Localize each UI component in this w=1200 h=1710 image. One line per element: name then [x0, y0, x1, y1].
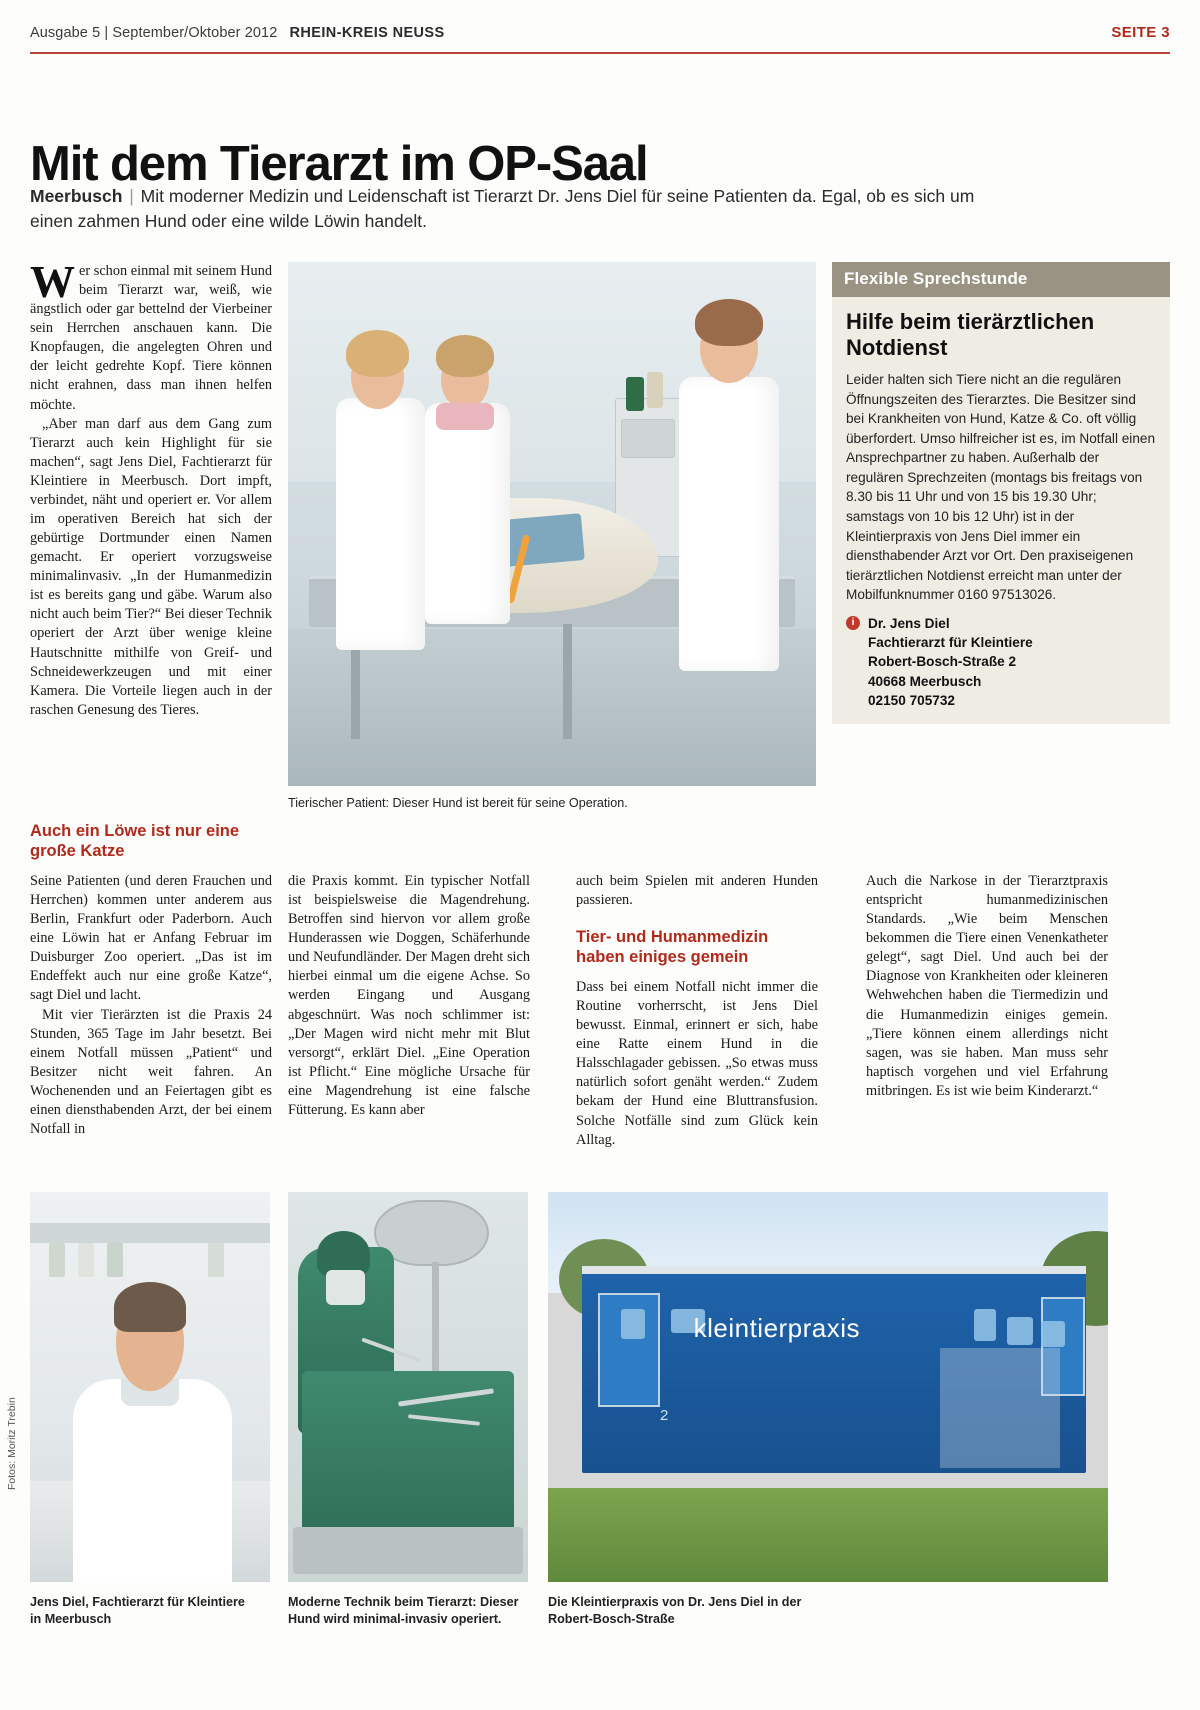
info-icon: i — [846, 616, 860, 630]
masthead-left — [30, 25, 445, 41]
article-lead-column — [30, 257, 272, 720]
col2-paragraph-1: die Praxis kommt. Ein typischer Notfall ist beispielsweise die Magendrehung. Betroffen sind hiervon vor allem große Hunderassen wie Doggen, Schäferhunde und Neufundländer. Der Magen dreht sich hierbei einmal um die eigene Achse. So werden Eingang und Ausgang abgeschnürt. Was noch schlimmer ist: „Der Magen wird nicht mehr mit Blut versorgt“, erklärt Diel. „Eine Operation ist Pflicht.“ Eine mögliche Ursache für eine Magendrehung ist eine falsche Fütterung. Es kann aber — [288, 873, 530, 1118]
photo-operating-room-artwork — [288, 262, 816, 786]
lead-paragraph-2: „Aber man darf aus dem Gang zum Tierarzt auch kein Highlight für sie machen“, sagt Jens Diel, Fachtierarzt für Kleintiere in Meerbusch. Dort impft, verbindet, näht und operiert er. Vor allem im operativen Bereich hat sich der gebürtige Dortmunder einen Namen gemacht. Er operiert vorzugsweise minimalinvasiv. „In der Humanmedizin ist es bereits gang und gäbe. Warum also nicht auch beim Tier?“ Bei dieser Technik operiert der Arzt über wenige kleine Hautschnitte mithilfe von Greif- und Schneidewerkzeugen und mit einer Kamera. Die Vorteile liegen auch in der raschen Genesung des Tieres. — [30, 415, 272, 718]
sidebar-contact — [846, 614, 1156, 710]
photo-portrait-jens-diel — [30, 1192, 270, 1582]
photo-surgery-artwork — [288, 1192, 528, 1582]
caption-surgery-rest: Hund wird minimal-invasiv operiert. — [288, 1611, 502, 1626]
photo-operating-room — [288, 262, 816, 786]
sidebar-body — [832, 297, 1170, 724]
region-name: RHEIN-KREIS NEUSS — [289, 25, 445, 41]
contact-city: 40668 Meerbusch — [868, 673, 982, 689]
standfirst-text: Mit moderner Medizin und Leidenschaft ist Tierarzt Dr. Jens Diel für seine Patienten da. Egal, ob es sich um einen zahmen Hund oder eine wilde Löwin handelt. — [30, 186, 975, 231]
subhead-loewe: Auch ein Löwe ist nur eine große Katze — [30, 822, 240, 860]
header-divider — [30, 52, 1170, 54]
photo-building-artwork — [548, 1192, 1108, 1582]
caption-surgery — [288, 1594, 528, 1627]
article-column-2 — [288, 872, 530, 1120]
contact-name: Dr. Jens Diel — [868, 615, 950, 631]
sidebar-header: Flexible Sprechstunde — [832, 262, 1170, 297]
caption-building-bold: Die Kleintierpraxis von Dr. Jens Diel in der — [548, 1595, 802, 1609]
col1-paragraph-2: Mit vier Tierärzten ist die Praxis 24 Stunden, 365 Tage im Jahr besetzt. Bei einem Notfall müssen „Patient“ und Besitzer nicht weit fahren. An Wochenenden und an Feiertagen gibt es einen diensthabenden Arzt, der bei einem Notfall in — [30, 1006, 272, 1138]
issue-info: Ausgabe 5 | September/Oktober 2012 — [30, 25, 278, 41]
caption-portrait-rest: in Meerbusch — [30, 1611, 112, 1626]
photo-clinic-building — [548, 1192, 1108, 1582]
caption-portrait — [30, 1594, 270, 1627]
caption-surgery-bold: Moderne Technik beim Tierarzt: Dieser — [288, 1595, 519, 1609]
col1-paragraph-1: Seine Patienten (und deren Frauchen und Herrchen) kommen unter anderem aus Berlin, Frankfurt oder Paderborn. Auch eine Löwin hat er Anfang Februar im Duisburger Zoo operiert. „Das ist im Endeffekt auch nur eine große Katze“, sagt Diel und lacht. — [30, 873, 272, 1004]
caption-building-rest: Robert-Bosch-Straße — [548, 1611, 675, 1626]
sidebar-title: Hilfe beim tierärztlichen Notdienst — [846, 309, 1095, 360]
sidebar-box — [832, 262, 1170, 724]
caption-portrait-bold: Jens Diel, Fachtierarzt für Kleintiere — [30, 1595, 245, 1609]
page-number: SEITE 3 — [1111, 24, 1170, 41]
article-column-1 — [30, 872, 272, 1139]
article-column-3-cont — [576, 978, 818, 1150]
article-column-4 — [866, 872, 1108, 1101]
lead-paragraph-1 — [30, 257, 272, 415]
building-number: 2 — [660, 1406, 669, 1424]
article-column-3 — [576, 872, 818, 910]
contact-street: Robert-Bosch-Straße 2 — [868, 654, 1017, 670]
contact-role: Fachtierarzt für Kleintiere — [868, 635, 1033, 651]
building-sign-text: kleintierpraxis — [693, 1312, 861, 1343]
drop-cap: W — [30, 257, 75, 307]
photo-credit: Fotos: Moritz Trebin — [6, 1397, 18, 1490]
subhead-tiermedizin: Tier- und Humanmedizin haben einiges gemein — [576, 928, 769, 966]
standfirst — [30, 184, 980, 234]
caption-operating-room: Tierischer Patient: Dieser Hund ist bereit für seine Operation. — [288, 796, 628, 810]
page-title: Mit dem Tierarzt im OP-Saal — [30, 136, 648, 191]
caption-building — [548, 1594, 848, 1627]
col4-paragraph-1: Auch die Narkose in der Tierarztpraxis entspricht humanmedizinischen Standards. „Wie beim Menschen bekommen die Tiere einen Venenkatheter gelegt“, sagt Diel. Und auch bei der Diagnose von Krankheiten oder kleineren Wehwehchen haben die Tiermedizin und die Humanmedizin einiges gemein. „Tiere können einem allerdings nicht sagen, was sie haben. Man muss sehr haptisch vorgehen und viel Erfahrung mitbringen. Es ist wie beim Kinderarzt.“ — [866, 873, 1108, 1099]
sidebar-text: Leider halten sich Tiere nicht an die regulären Öffnungszeiten des Tierarztes. Die Besitzer sind bei Krankheiten von Hund, Katze & Co. oft völlig überfordert. Umso hilfreicher ist es, im Notfall einen Ansprechpartner zu haben. Außerhalb der regulären Sprechzeiten (montags bis freitags von 8.30 bis 11 Uhr und von 15 bis 19.30 Uhr; samstags von 10 bis 12 Uhr) ist in der Kleintierpraxis von Jens Diel immer ein diensthabender Arzt vor Ort. Den praxiseigenen tierärztlichen Notdienst erreicht man unter der Mobilfunknummer 0160 97513026. — [846, 372, 1155, 603]
photo-minimal-invasive-surgery — [288, 1192, 528, 1582]
standfirst-kicker: Meerbusch — [30, 186, 123, 206]
col3-paragraph-1: auch beim Spielen mit anderen Hunden passieren. — [576, 873, 818, 909]
contact-phone: 02150 705732 — [868, 692, 955, 708]
col3-paragraph-2: Dass bei einem Notfall nicht immer die Routine vorherrscht, ist Jens Diel bewusst. Einmal, erinnert er sich, habe eine Ratte einem Hund in die Halsschlagader gebissen. „So etwas muss natürlich sofort genäht werden.“ Zudem bekam der Hund eine Bluttransfusion. Solche Notfälle sind zum Glück kein Alltag. — [576, 979, 818, 1148]
lead-paragraph-1-text: er schon einmal mit seinem Hund beim Tierarzt war, weiß, wie ängstlich oder gar bettelnd der Vierbeiner sein Herrchen anschauen kann. Die Knopfaugen, die angelegten Ohren und der leicht gedrehte Kopf. Tiere können nicht erahnen, dass man ihnen helfen möchte. — [30, 263, 272, 413]
photo-portrait-artwork — [30, 1192, 270, 1582]
masthead — [30, 24, 1170, 41]
standfirst-separator: | — [124, 186, 139, 206]
